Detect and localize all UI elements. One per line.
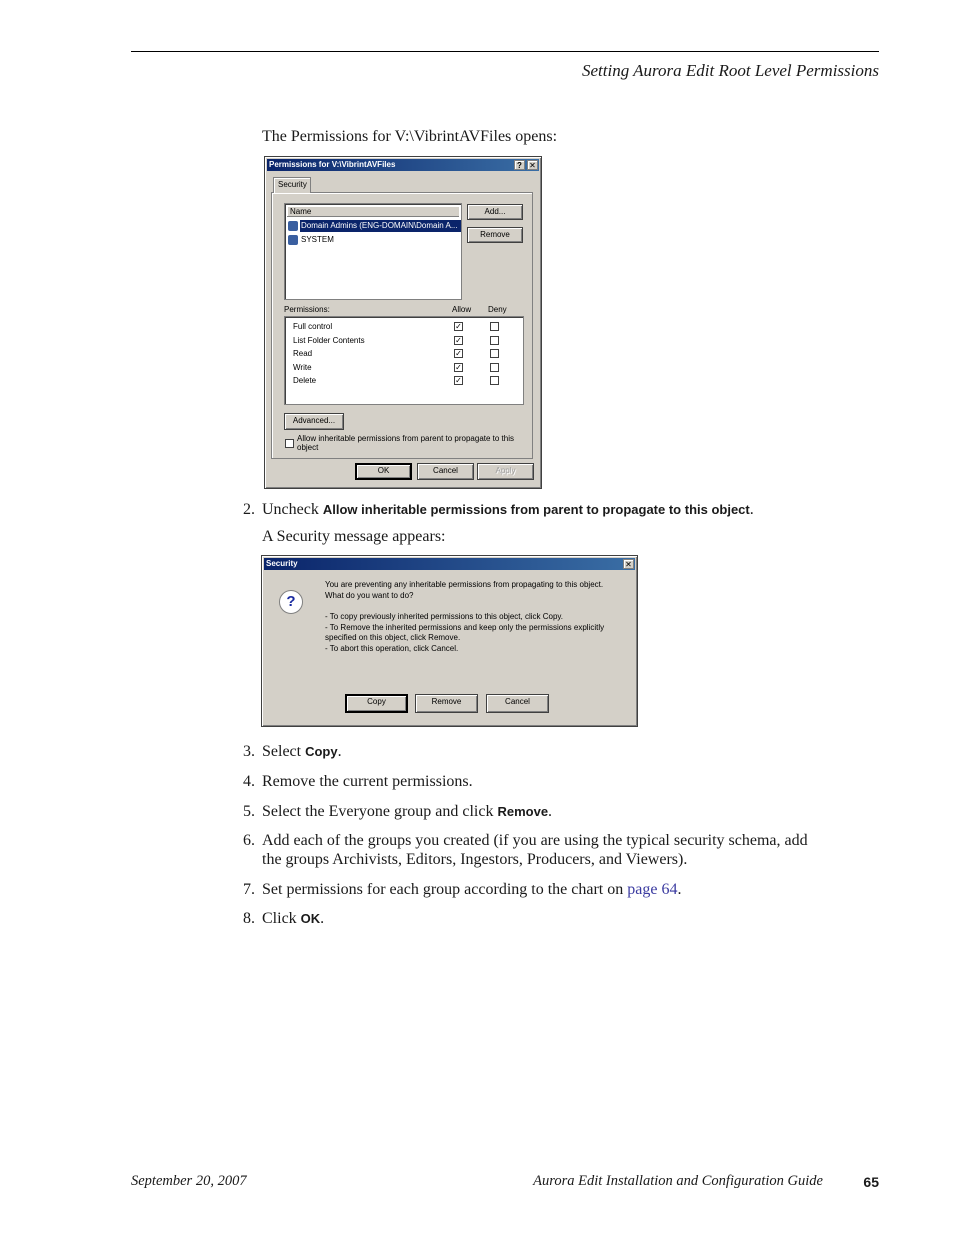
- deny-checkbox-write[interactable]: [490, 363, 499, 372]
- message-spacer: [325, 601, 615, 612]
- add-button[interactable]: Add...: [467, 204, 523, 220]
- step-2-lead: Uncheck: [262, 501, 323, 518]
- list-item[interactable]: [287, 234, 460, 246]
- step-8-text: [262, 909, 324, 928]
- inherit-label: Allow inheritable permissions from parent to propagate to this object: [297, 434, 514, 452]
- cancel-button[interactable]: Cancel: [417, 463, 474, 480]
- users-icon: [288, 235, 298, 245]
- security-message: [325, 580, 615, 654]
- step-4-text: Remove the current permissions.: [262, 773, 473, 790]
- tab-security[interactable]: Security: [273, 177, 311, 193]
- apply-button[interactable]: Apply: [477, 463, 534, 480]
- name-entry-domain-admins: Domain Admins (ENG-DOMAIN\Domain A...: [300, 220, 461, 232]
- security-titlebar: [264, 558, 635, 570]
- message-bullet-cancel: - To abort this operation, click Cancel.: [325, 643, 459, 653]
- header-rule: [131, 51, 879, 52]
- message-bullet-remove: - To Remove the inherited permissions and keep only the permissions explicitly specified on this object, click Remove.: [325, 622, 605, 642]
- users-icon: [288, 221, 298, 231]
- step-5-number: 5.: [243, 803, 255, 820]
- footer-guide-title: Aurora Edit Installation and Configuration Guide: [533, 1173, 823, 1189]
- permissions-label: Permissions:: [284, 305, 330, 314]
- ok-button[interactable]: OK: [355, 463, 412, 480]
- permissions-dialog: [264, 156, 542, 489]
- step-5-lead: Select the Everyone group and click: [262, 803, 498, 820]
- step-8-bold: OK: [300, 911, 321, 926]
- deny-checkbox-read[interactable]: [490, 349, 499, 358]
- permissions-title: Permissions for V:\VibrintAVFiles: [269, 160, 396, 169]
- step-2-number: 2.: [243, 501, 255, 518]
- step-7-text: [262, 880, 681, 899]
- step-7-lead: Set permissions for each group according to the chart on: [262, 881, 628, 898]
- names-list[interactable]: [284, 203, 462, 300]
- step-2-end: .: [749, 501, 754, 518]
- deny-checkbox-full-control[interactable]: [490, 322, 499, 331]
- step-8-end: .: [320, 910, 325, 927]
- page-64-link[interactable]: page 64: [627, 881, 678, 898]
- deny-checkbox-list-folder[interactable]: [490, 336, 499, 345]
- step-3-lead: Select: [262, 743, 306, 760]
- allow-checkbox-full-control[interactable]: ✓: [455, 322, 462, 331]
- allow-checkbox-delete[interactable]: ✓: [455, 376, 462, 385]
- security-title: Security: [266, 559, 298, 568]
- security-panel: [271, 192, 533, 459]
- copy-button[interactable]: Copy: [345, 694, 408, 713]
- step-4-number: 4.: [243, 773, 255, 790]
- name-entry-system: SYSTEM: [301, 235, 334, 244]
- perm-list-folder-contents: List Folder Contents: [293, 336, 365, 345]
- step-5-text: [262, 802, 552, 821]
- allow-checkbox-list-folder[interactable]: ✓: [455, 336, 462, 345]
- close-icon[interactable]: ✕: [527, 160, 538, 170]
- allow-label: Allow: [452, 305, 472, 314]
- step-2-text: [262, 500, 754, 519]
- intro-text: The Permissions for V:\VibrintAVFiles opens:: [262, 128, 558, 145]
- deny-label: Deny: [488, 305, 507, 314]
- step-7-number: 7.: [243, 881, 255, 898]
- step-5-end: .: [548, 803, 553, 820]
- question-icon: ?: [279, 590, 303, 614]
- security-intro-text: A Security message appears:: [262, 528, 446, 545]
- step-6-text: Add each of the groups you created (if you are using the typical security schema, add the groups Archivists, Editors, Ingestors, Producers, and Viewers).: [262, 832, 808, 868]
- step-3-end: .: [337, 743, 342, 760]
- remove-button[interactable]: Remove: [467, 227, 523, 243]
- step-6-number: 6.: [243, 832, 255, 849]
- page-number: 65: [863, 1174, 879, 1190]
- security-dialog: [261, 555, 638, 727]
- remove-button[interactable]: Remove: [415, 694, 478, 713]
- footer-date: September 20, 2007: [131, 1173, 247, 1189]
- cancel-button[interactable]: Cancel: [486, 694, 549, 713]
- step-2-bold: Allow inheritable permissions from parent to propagate to this object: [322, 502, 750, 517]
- perm-full-control: Full control: [293, 322, 333, 331]
- step-3-number: 3.: [243, 743, 255, 760]
- close-icon[interactable]: ✕: [623, 559, 634, 569]
- perm-write: Write: [293, 363, 312, 372]
- inherit-checkbox[interactable]: [285, 439, 294, 448]
- running-header: Setting Aurora Edit Root Level Permissions: [581, 61, 879, 80]
- step-8-number: 8.: [243, 910, 255, 927]
- allow-checkbox-write[interactable]: ✓: [455, 363, 462, 372]
- list-item[interactable]: [287, 220, 460, 232]
- message-bullet-copy: - To copy previously inherited permissions to this object, click Copy.: [325, 612, 564, 621]
- step-8-lead: Click: [262, 910, 301, 927]
- perm-read: Read: [293, 349, 313, 358]
- step-3-bold: Copy: [305, 744, 338, 759]
- permissions-list: [284, 316, 524, 405]
- permissions-titlebar: [267, 159, 539, 171]
- step-5-bold: Remove: [497, 804, 549, 819]
- help-icon[interactable]: ?: [514, 160, 525, 170]
- message-line-1: You are preventing any inheritable permissions from propagating to this object. What do you want to do?: [325, 580, 604, 600]
- deny-checkbox-delete[interactable]: [490, 376, 499, 385]
- step-7-end: .: [677, 881, 682, 898]
- allow-checkbox-read[interactable]: ✓: [455, 349, 462, 358]
- name-column-header[interactable]: Name: [287, 206, 459, 217]
- perm-delete: Delete: [293, 376, 317, 385]
- advanced-button[interactable]: Advanced...: [284, 413, 344, 430]
- step-3-text: [262, 742, 342, 761]
